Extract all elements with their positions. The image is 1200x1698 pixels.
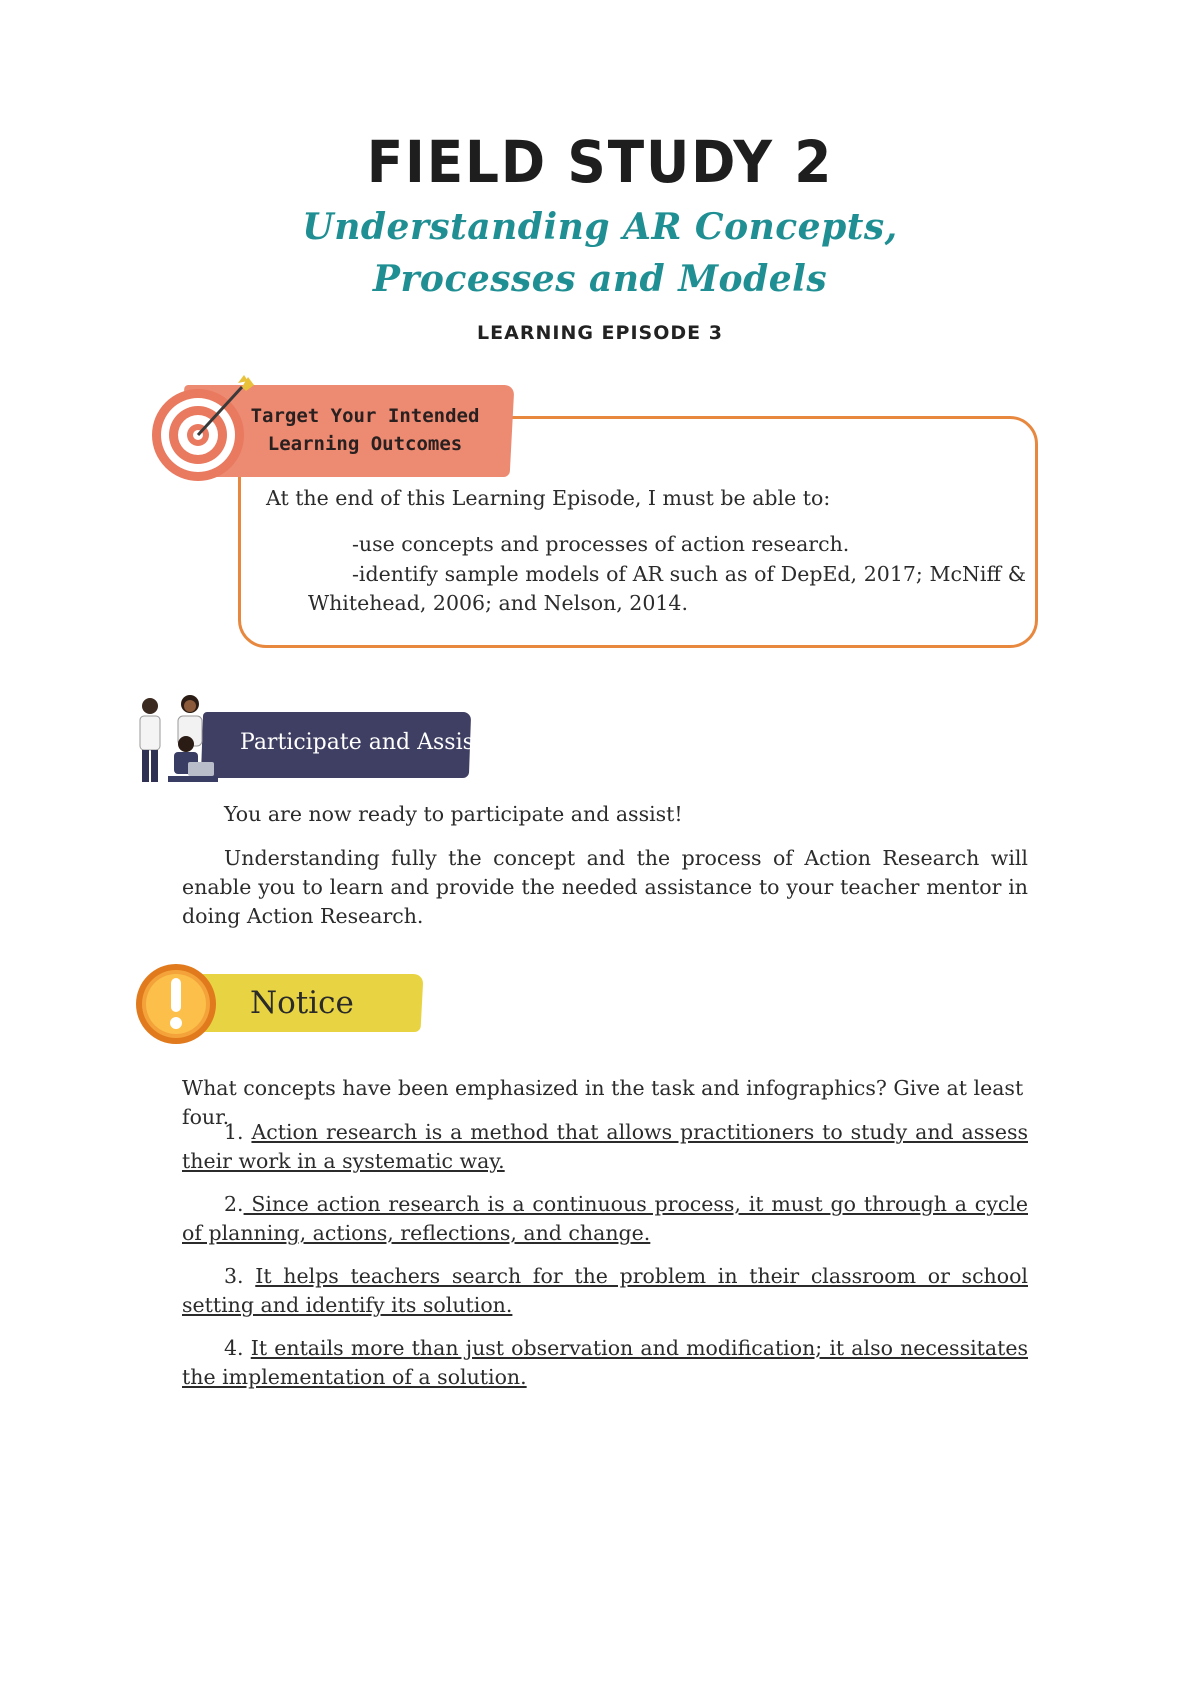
episode-label: LEARNING EPISODE 3 [477,322,723,344]
participate-ready: You are now ready to participate and assist! [224,802,683,826]
page-title: FIELD STUDY 2 [366,128,834,196]
answer-text: It entails more than just observation and modification; it also necessitates the implementation of a solution. [182,1336,1028,1389]
answer-text: Action research is a method that allows practitioners to study and assess their work in a systematic way. [182,1120,1028,1173]
page-subtitle-line1: Understanding AR Concepts, [302,206,898,248]
participate-banner-text: Participate and Assist [240,730,483,755]
people-illustration-icon [128,692,228,788]
notice-banner-text: Notice [250,985,354,1021]
answer-number: 3. [224,1264,244,1288]
outcomes-intro: At the end of this Learning Episode, I must be able to: [266,486,831,510]
notice-question: What concepts have been emphasized in the task and infographics? Give at least four. [182,1076,1024,1129]
answer-text: Since action research is a continuous process, it must go through a cycle of planning, actions, reflections, and change. [182,1192,1028,1245]
outcomes-banner-line1: Target Your Intended [250,405,480,427]
answer-item [182,1190,1028,1248]
answer-text: It helps teachers search for the problem in their classroom or school setting and identify its solution. [182,1264,1028,1317]
answer-item [182,1118,1028,1176]
page-subtitle-line2: Processes and Models [372,258,828,300]
outcome-item: -use concepts and processes of action research. [352,532,850,556]
target-icon [148,375,258,485]
participate-paragraph: Understanding fully the concept and the process of Action Research will enable you to learn and provide the needed assistance to your teacher mentor in doing Action Research. [182,846,1028,928]
answer-item [182,1262,1028,1320]
answer-number: 2. [224,1192,244,1216]
answer-number: 4. [224,1336,244,1360]
outcomes-banner-line2: Learning Outcomes [267,433,463,455]
answer-item [182,1334,1028,1392]
warning-exclamation-icon [134,962,218,1046]
outcomes-banner-text [230,402,500,458]
answer-number: 1. [224,1120,244,1144]
outcome-item: -identify sample models of AR such as of DepEd, 2017; McNiff & Whitehead, 2006; and Nelson, 2014. [308,562,1026,615]
